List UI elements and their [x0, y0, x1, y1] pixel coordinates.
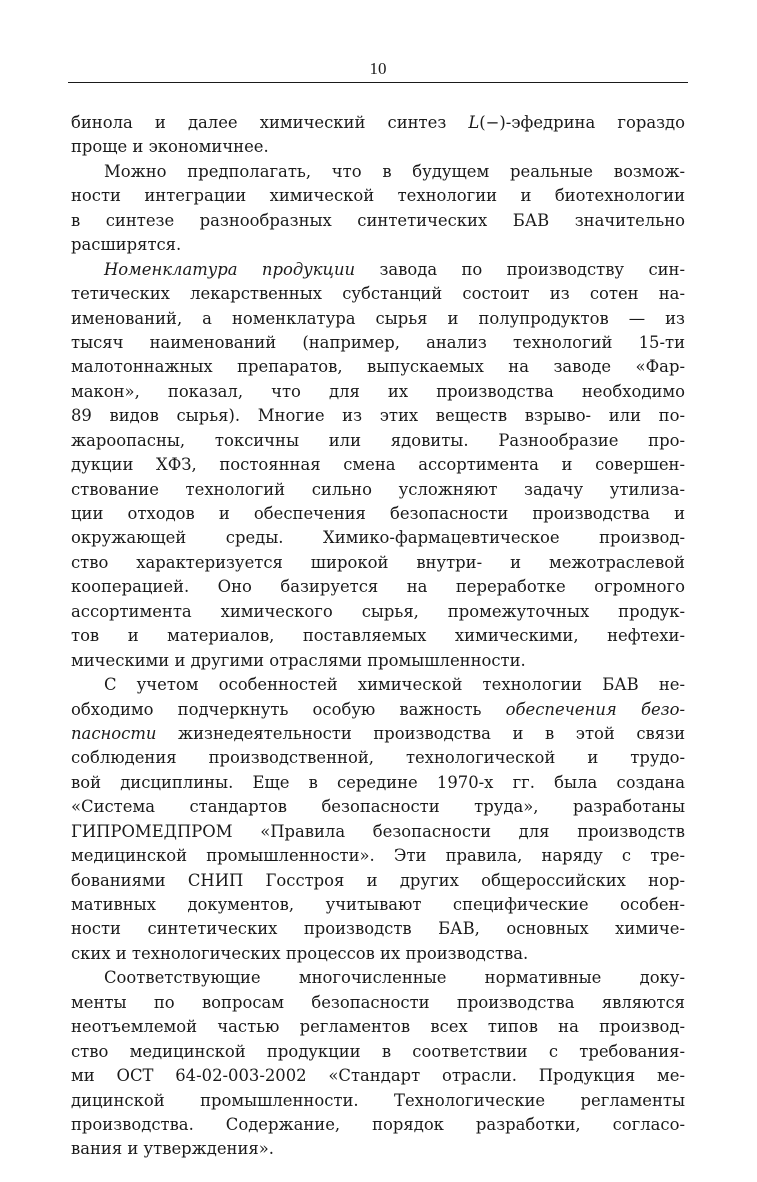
text-line: дицинской промышленности. Технологические регламенты: [71, 1090, 685, 1110]
text-line: производства. Содержание, порядок разработки, согласо-: [71, 1114, 685, 1134]
text-line: проще и экономичнее.: [71, 137, 269, 157]
text-line: пасности жизнедеятельности производства и в этой связи: [71, 723, 685, 743]
text-line: Соответствующие многочисленные нормативные доку-: [104, 968, 685, 988]
text-line: ности синтетических производств БАВ, основных химиче-: [71, 919, 685, 939]
text-line: ции отходов и обеспечения безопасности производства и: [71, 504, 685, 523]
text-line: жароопасны, токсичны или ядовиты. Разнообразие про-: [71, 430, 685, 450]
page-body: [71, 111, 685, 1162]
text-line: бованиями СНИП Госстроя и других общероссийских нор-: [71, 870, 685, 890]
text-line: тетических лекарственных субстанций состоит из сотен на-: [71, 284, 685, 304]
text-line: тысяч наименований (например, анализ технологий 15-ти: [71, 332, 685, 352]
text-line: вания и утверждения».: [71, 1139, 274, 1159]
text-line: ности интеграции химической технологии и биотехнологии: [71, 186, 685, 206]
text-line: в синтезе разнообразных синтетических БАВ значительно: [71, 210, 685, 230]
paragraph: [71, 258, 685, 673]
page-number: 10: [369, 59, 387, 78]
text-line: ствование технологий сильно усложняют задачу утилиза-: [71, 479, 685, 499]
text-line: ми ОСТ 64-02-003-2002 «Стандарт отрасли. Продукция ме-: [71, 1066, 685, 1086]
text-line: ГИПРОМЕДПРОМ «Правила безопасности для производств: [71, 821, 685, 841]
header-rule: [68, 82, 688, 83]
text-line: 89 видов сырья). Многие из этих веществ взрыво- или по-: [71, 406, 685, 426]
text-line: окружающей среды. Химико-фармацевтическое производ-: [71, 528, 685, 548]
text-line: медицинской промышленности». Эти правила, наряду с тре-: [71, 846, 685, 866]
text-line: именований, а номенклатура сырья и полупродуктов — из: [71, 308, 685, 328]
text-line: Номенклатура продукции завода по производству син-: [104, 259, 686, 279]
text-line: ских и технологических процессов их производства.: [71, 943, 529, 963]
text-line: вой дисциплины. Еще в середине 1970-х гг. была создана: [71, 772, 685, 792]
text-line: макон», показал, что для их производства необходимо: [71, 381, 685, 401]
text-line: кооперацией. Оно базируется на переработке огромного: [71, 577, 685, 597]
text-line: мическими и другими отраслями промышленности.: [71, 650, 526, 670]
paragraph: [71, 673, 685, 966]
text-line: неотъемлемой частью регламентов всех типов на производ-: [71, 1017, 685, 1037]
text-line: «Система стандартов безопасности труда», разработаны: [71, 797, 685, 817]
text-line: малотоннажных препаратов, выпускаемых на заводе «Фар-: [71, 357, 685, 377]
text-line: ство медицинской продукции в соответствии с требования-: [71, 1041, 685, 1061]
text-line: тов и материалов, поставляемых химическими, нефтехи-: [71, 626, 685, 646]
text-line: Можно предполагать, что в будущем реальные возмож-: [104, 161, 685, 181]
text-line: менты по вопросам безопасности производства являются: [71, 992, 685, 1012]
paragraph: [71, 966, 685, 1162]
text-line: мативных документов, учитывают специфические особен-: [71, 895, 685, 914]
text-line: расширятся.: [71, 235, 182, 255]
text-line: соблюдения производственной, технологической и трудо-: [71, 748, 685, 768]
paragraph: [71, 160, 685, 258]
paragraph: [71, 111, 685, 160]
text-line: ассортимента химического сырья, промежуточных продук-: [71, 601, 685, 621]
text-line: ство характеризуется широкой внутри- и межотраслевой: [71, 552, 685, 572]
text-line: бинола и далее химический синтез L(−)-эфедрина гораздо: [71, 113, 685, 132]
text-line: С учетом особенностей химической технологии БАВ не-: [104, 675, 685, 695]
text-line: обходимо подчеркнуть особую важность обеспечения безо-: [71, 699, 685, 719]
text-line: дукции ХФЗ, постоянная смена ассортимента и совершен-: [71, 455, 685, 475]
